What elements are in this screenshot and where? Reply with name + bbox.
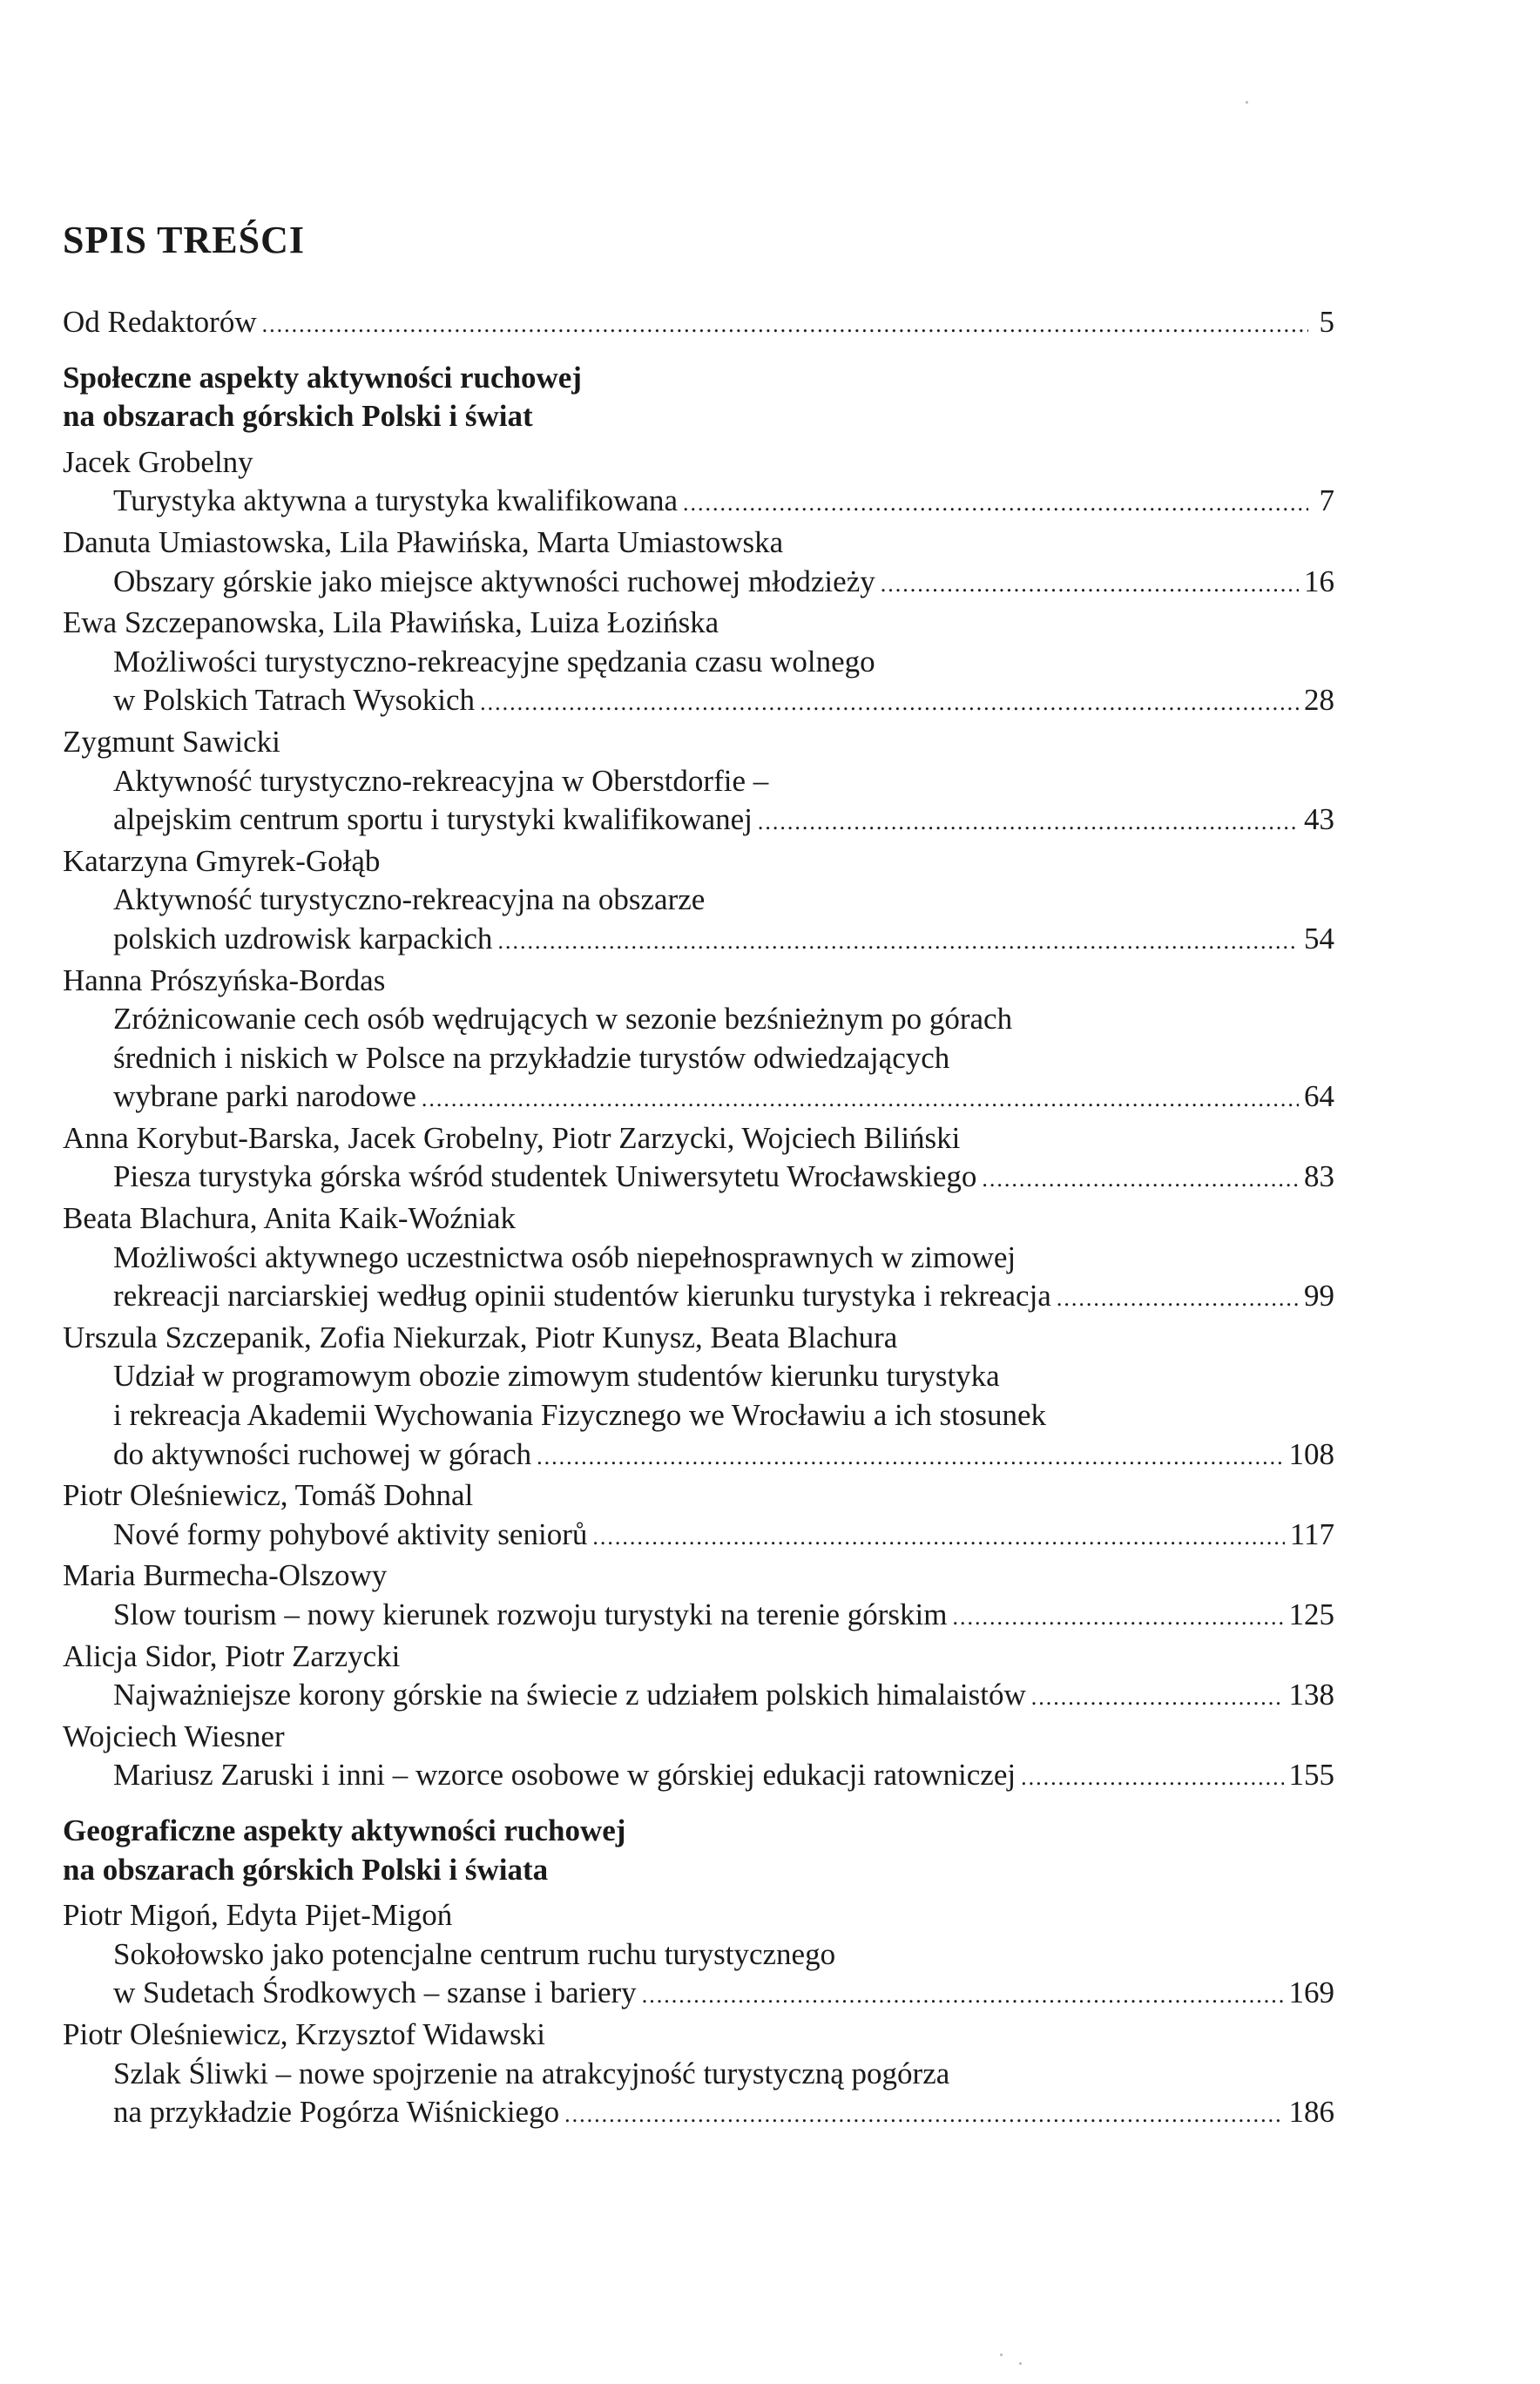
dot-leader [497, 922, 1299, 962]
table-of-contents [63, 216, 1334, 2135]
page-number: 186 [1288, 2095, 1334, 2130]
toc-entry-row [63, 1974, 1334, 2016]
entry-authors: Ewa Szczepanowska, Lila Pławińska, Luiza Łozińska [63, 605, 719, 640]
dot-leader [642, 1976, 1284, 2016]
entry-title-line: Aktywność turystyczno-rekreacyjna na obszarze [113, 882, 706, 917]
page-number: 54 [1304, 921, 1334, 956]
toc-entry-row [63, 1158, 1334, 1199]
entry-authors: Wojciech Wiesner [63, 1719, 285, 1753]
page-number: 169 [1288, 1975, 1334, 2010]
entry-title: wybrane parki narodowe [113, 1079, 416, 1114]
toc-sections [63, 359, 1334, 2135]
page-number: 108 [1288, 1436, 1334, 1471]
entry-title-line: Udział w programowym obozie zimowym studentów kierunku turystyka [113, 1359, 1000, 1394]
page-number: 64 [1304, 1079, 1334, 1114]
entry-title: Piesza turystyka górska wśród studentek Uniwersytetu Wrocławskiego [113, 1159, 977, 1194]
entry-authors: Danuta Umiastowska, Lila Pławińska, Marta Umiastowska [63, 524, 784, 559]
section-heading: na obszarach górskich Polski i świat [63, 399, 533, 434]
entry-title-line: Możliwości aktywnego uczestnictwa osób niepełnosprawnych w zimowej [113, 1239, 1017, 1274]
section-heading: Społeczne aspekty aktywności ruchowej [63, 360, 582, 395]
toc-entry-row [63, 563, 1334, 604]
toc-entry-row [63, 1676, 1334, 1718]
entry-title: Najważniejsze korony górskie na świecie z udziałem polskich himalaistów [113, 1678, 1026, 1712]
page-number: 7 [1319, 483, 1334, 518]
entry-title: w Polskich Tatrach Wysokich [113, 683, 476, 718]
toc-entry-row [63, 1277, 1334, 1319]
scan-speck [1019, 2362, 1022, 2365]
dot-leader [1021, 1759, 1283, 1798]
toc-entry-row [63, 1435, 1334, 1477]
entry-title-line: Zróżnicowanie cech osób wędrujących w sezonie bezśnieżnym po górach [113, 1002, 1013, 1037]
toc-entry-row [63, 2093, 1334, 2135]
entry-title: Slow tourism – nowy kierunek rozwoju turystyki na terenie górskim [113, 1597, 948, 1631]
dot-leader [1057, 1280, 1299, 1319]
page-number: 125 [1288, 1597, 1334, 1631]
dot-leader [262, 306, 1308, 345]
scan-speck [1246, 101, 1248, 104]
toc-entry-row [63, 1596, 1334, 1638]
dot-leader [1031, 1678, 1284, 1718]
entry-title: Mariusz Zaruski i inni – wzorce osobowe w górskiej edukacji ratowniczej [113, 1758, 1017, 1793]
entry-authors: Beata Blachura, Anita Kaik-Woźniak [63, 1201, 517, 1236]
entry-title-line: Możliwości turystyczno-rekreacyjne spędzania czasu wolnego [113, 644, 875, 679]
entry-title: Obszary górskie jako miejsce aktywności ruchowej młodzieży [113, 564, 875, 598]
dot-leader [881, 565, 1299, 604]
page-number: 16 [1304, 564, 1334, 598]
entry-authors: Jacek Grobelny [63, 444, 253, 479]
entry-authors: Piotr Oleśniewicz, Tomáš Dohnal [63, 1478, 474, 1513]
entry-title-line: średnich i niskich w Polsce na przykładzie turystów odwiedzających [113, 1040, 950, 1075]
entry-authors: Piotr Oleśniewicz, Krzysztof Widawski [63, 2016, 545, 2051]
scan-speck [1000, 2354, 1003, 2356]
entry-title: Od Redaktorów [63, 305, 257, 339]
page-number: 83 [1304, 1159, 1334, 1194]
entry-title: na przykładzie Pogórza Wiśnickiego [113, 2095, 560, 2130]
dot-leader [953, 1598, 1284, 1638]
entry-authors: Zygmunt Sawicki [63, 724, 280, 759]
toc-entry-intro [63, 303, 1334, 345]
entry-title: rekreacji narciarskiej według opinii studentów kierunku turystyka i rekreacja [113, 1279, 1051, 1314]
toc-entry-row [63, 1516, 1334, 1557]
dot-leader [480, 684, 1299, 723]
dot-leader [758, 803, 1299, 842]
entry-title: Turystyka aktywna a turystyka kwalifikowana [113, 483, 679, 518]
entry-title-line: i rekreacja Akademii Wychowania Fizycznego we Wrocławiu a ich stosunek [113, 1398, 1047, 1433]
entry-title-line: Sokołowsko jako potencjalne centrum ruchu turystycznego [113, 1936, 836, 1971]
entry-authors: Piotr Migoń, Edyta Pijet-Migoń [63, 1898, 453, 1933]
dot-leader [592, 1518, 1284, 1557]
toc-entry-row [63, 1756, 1334, 1798]
entry-title-line: Aktywność turystyczno-rekreacyjna w Oberstdorfie – [113, 763, 769, 798]
entry-authors: Anna Korybut-Barska, Jacek Grobelny, Piotr Zarzycki, Wojciech Biliński [63, 1120, 961, 1155]
dot-leader [422, 1080, 1299, 1119]
entry-authors: Maria Burmecha-Olszowy [63, 1558, 388, 1593]
section-heading: na obszarach górskich Polski i świata [63, 1852, 549, 1887]
dot-leader [537, 1438, 1283, 1477]
page-title: SPIS TREŚCI [63, 219, 305, 261]
section-heading: Geograficzne aspekty aktywności ruchowej [63, 1813, 626, 1847]
entry-title: Nové formy pohybové aktivity seniorů [113, 1516, 588, 1551]
entry-authors: Katarzyna Gmyrek-Gołąb [63, 843, 381, 878]
toc-entry-row [63, 482, 1334, 523]
entry-title: do aktywności ruchowej w górach [113, 1436, 532, 1471]
entry-authors: Alicja Sidor, Piotr Zarzycki [63, 1638, 401, 1673]
entry-authors: Urszula Szczepanik, Zofia Niekurzak, Piotr Kunysz, Beata Blachura [63, 1320, 898, 1354]
entry-title: alpejskim centrum sportu i turystyki kwalifikowanej [113, 802, 753, 837]
toc-entry-row [63, 1077, 1334, 1119]
entry-authors: Hanna Prószyńska-Bordas [63, 962, 386, 997]
page-number: 43 [1304, 802, 1334, 837]
page-number: 5 [1319, 305, 1334, 339]
page-number: 138 [1288, 1678, 1334, 1712]
entry-title: polskich uzdrowisk karpackich [113, 921, 493, 956]
page-number: 155 [1288, 1758, 1334, 1793]
page-number: 99 [1304, 1279, 1334, 1314]
dot-leader [683, 484, 1308, 523]
entry-title-line: Szlak Śliwki – nowe spojrzenie na atrakcyjność turystyczną pogórza [113, 2056, 950, 2090]
toc-entry-row [63, 920, 1334, 962]
dot-leader [564, 2096, 1283, 2135]
toc-entry-row [63, 800, 1334, 842]
entry-title: w Sudetach Środkowych – szanse i bariery [113, 1975, 637, 2010]
page-number: 117 [1289, 1516, 1334, 1551]
page-number: 28 [1304, 683, 1334, 718]
toc-entry-row [63, 681, 1334, 723]
dot-leader [982, 1160, 1299, 1199]
